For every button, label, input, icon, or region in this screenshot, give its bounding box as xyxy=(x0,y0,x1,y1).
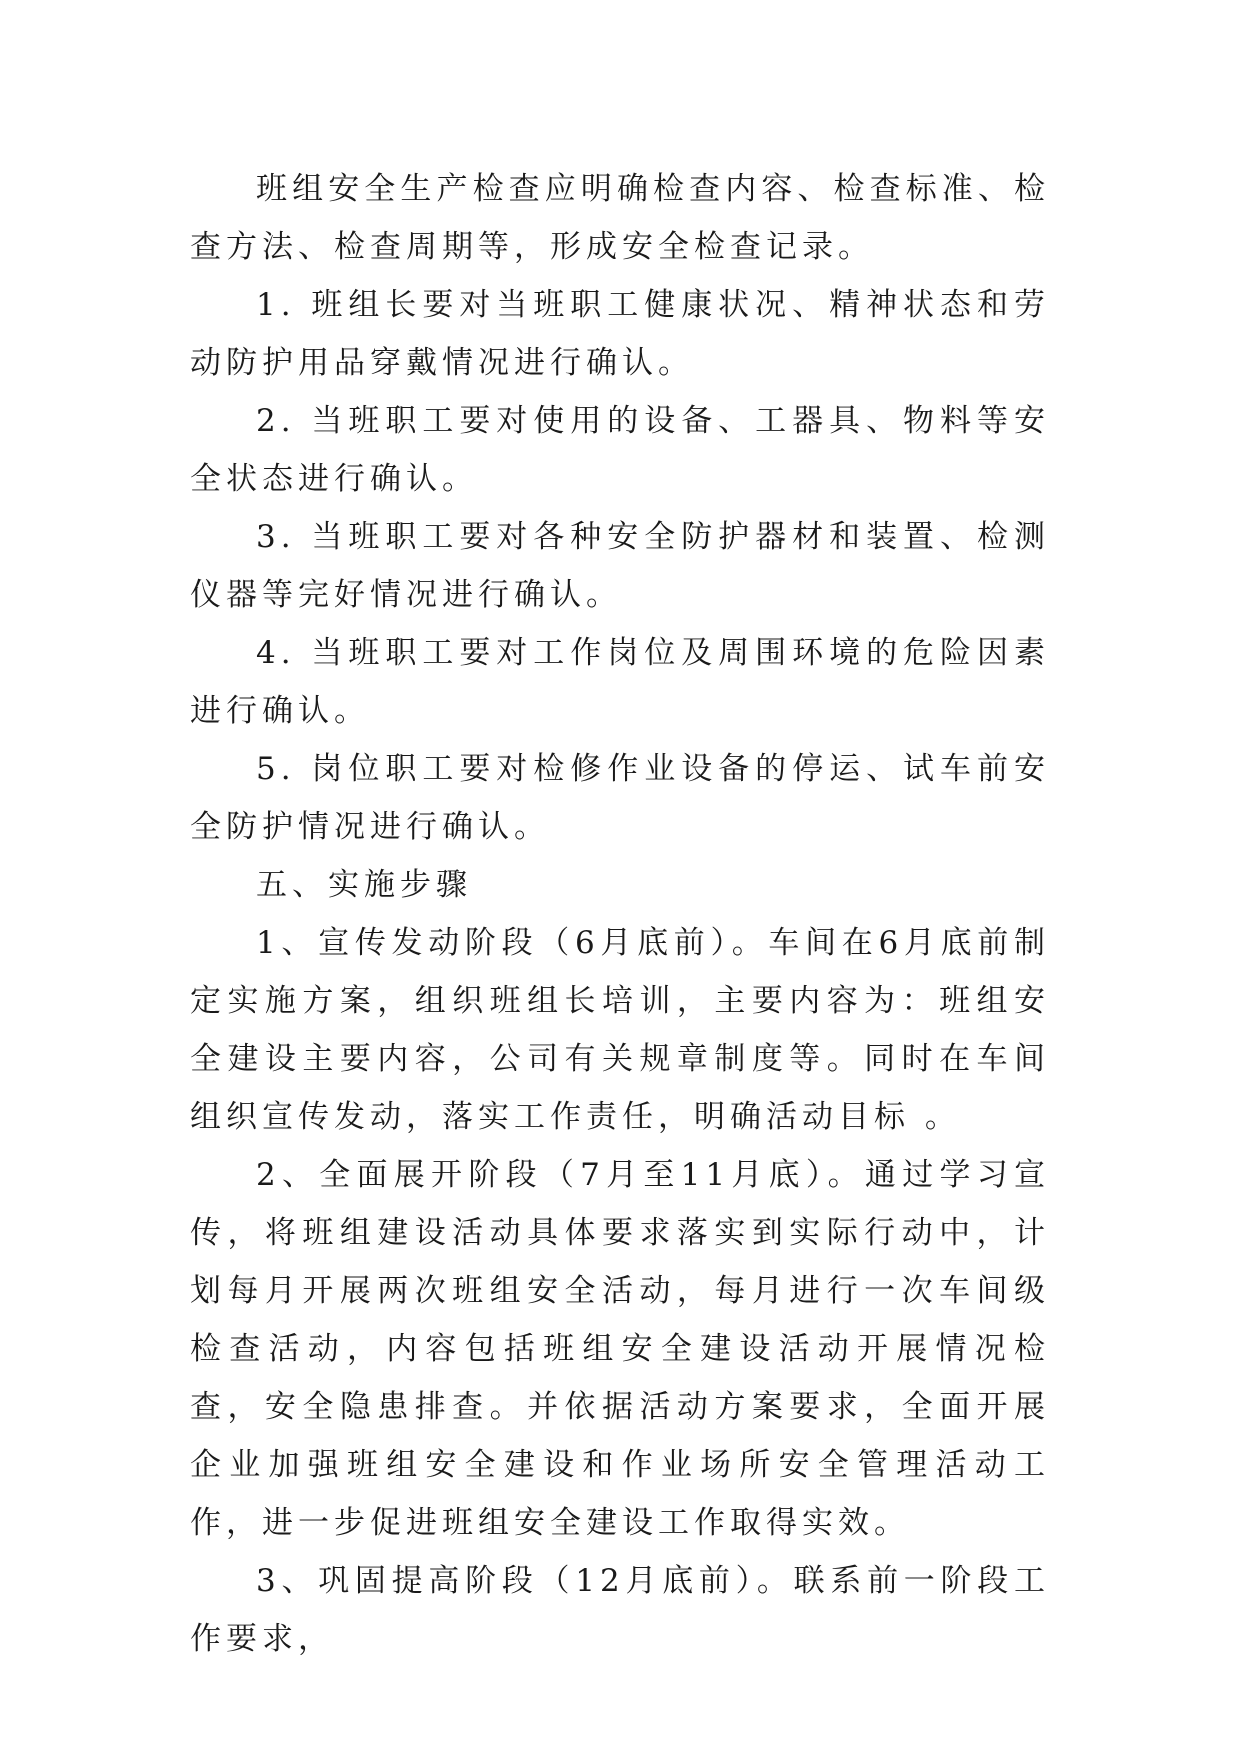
section-heading-implementation-steps: 五、实施步骤 xyxy=(256,867,472,903)
paragraph-item-1: 1. 班组长要对当班职工健康状况、精神状态和劳动防护用品穿戴情况进行确认。 xyxy=(190,287,1050,381)
paragraph-inspection-intro: 班组安全生产检查应明确检查内容、检查标准、检查方法、检查周期等，形成安全检查记录。 xyxy=(190,171,1050,265)
paragraph-item-2: 2. 当班职工要对使用的设备、工器具、物料等安全状态进行确认。 xyxy=(190,403,1050,497)
paragraph-step-1: 1、宣传发动阶段（6月底前）。车间在6月底前制定实施方案，组织班组长培训，主要内容为：班组安全建设主要内容，公司有关规章制度等。同时在车间组织宣传发动，落实工作责任，明确活动目标 。 xyxy=(190,925,1050,1135)
paragraph-item-5: 5. 岗位职工要对检修作业设备的停运、试车前安全防护情况进行确认。 xyxy=(190,751,1050,845)
paragraph-step-2: 2、全面展开阶段（7月至11月底）。通过学习宣传，将班组建设活动具体要求落实到实际行动中，计划每月开展两次班组安全活动，每月进行一次车间级检查活动，内容包括班组安全建设活动开展情况检查，安全隐患排查。并依据活动方案要求，全面开展企业加强班组安全建设和作业场所安全管理活动工作，进一步促进班组安全建设工作取得实效。 xyxy=(190,1157,1050,1541)
paragraph-step-3: 3、巩固提高阶段（12月底前）。联系前一阶段工作要求， xyxy=(190,1563,1050,1657)
document-body xyxy=(190,160,1050,1668)
paragraph-item-4: 4. 当班职工要对工作岗位及周围环境的危险因素进行确认。 xyxy=(190,635,1050,729)
paragraph-item-3: 3. 当班职工要对各种安全防护器材和装置、检测仪器等完好情况进行确认。 xyxy=(190,519,1050,613)
